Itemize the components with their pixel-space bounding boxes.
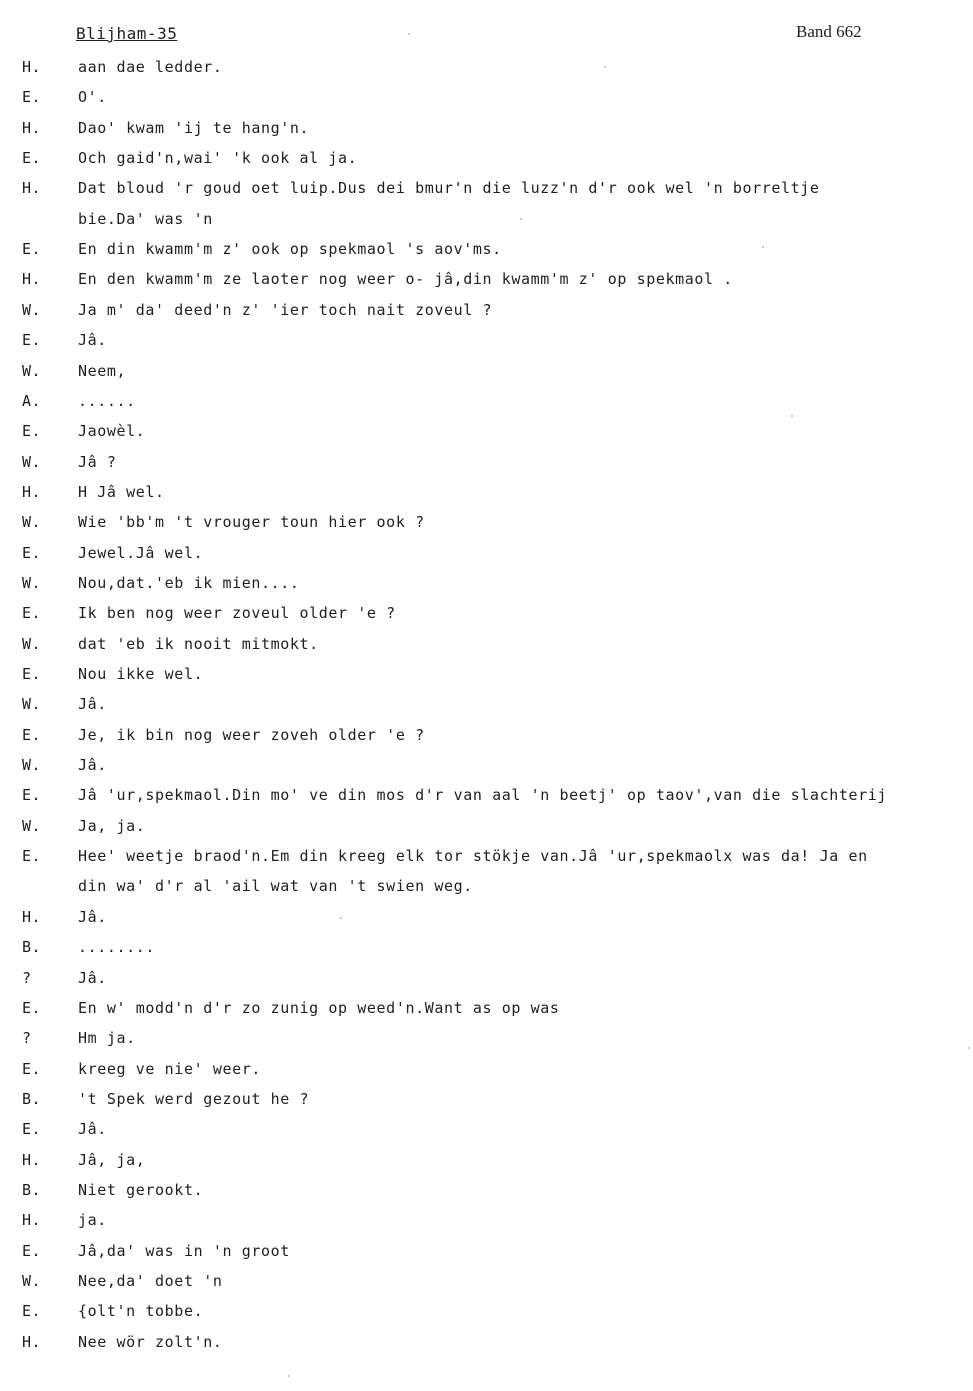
utterance-text: Dat bloud 'r goud oet luip.Dus dei bmur'n die luzz'n d'r ook wel 'n borreltje — [78, 179, 820, 197]
transcript-line — [0, 726, 973, 750]
transcript-line — [0, 453, 973, 477]
speaker-label: W. — [22, 756, 42, 774]
speaker-label: A. — [22, 392, 42, 410]
utterance-text: Jâ, ja, — [78, 1151, 146, 1169]
utterance-text: Neem, — [78, 362, 127, 380]
paper-speck — [288, 1375, 290, 1377]
transcript-line — [0, 1181, 973, 1205]
speaker-label: H. — [22, 119, 42, 137]
transcript-line — [0, 604, 973, 628]
speaker-label: W. — [22, 453, 42, 471]
transcript-line — [0, 574, 973, 598]
utterance-text: Jâ. — [78, 969, 107, 987]
utterance-text: aan dae ledder. — [78, 58, 223, 76]
transcript-line — [0, 847, 973, 871]
speaker-label: W. — [22, 574, 42, 592]
utterance-text: 't Spek werd gezout he ? — [78, 1090, 310, 1108]
transcript-line — [0, 544, 973, 568]
transcript-line — [0, 149, 973, 173]
utterance-text: din wa' d'r al 'ail wat van 't swien weg. — [78, 877, 473, 895]
speaker-label: E. — [22, 847, 42, 865]
utterance-text: ........ — [78, 938, 156, 956]
speaker-label: B. — [22, 938, 42, 956]
transcript-line — [0, 119, 973, 143]
transcript-line — [0, 301, 973, 325]
transcript-line — [0, 635, 973, 659]
speaker-label: E. — [22, 726, 42, 744]
utterance-text: Jâ. — [78, 908, 107, 926]
speaker-label: E. — [22, 240, 42, 258]
utterance-text: O'. — [78, 88, 107, 106]
paper-speck — [408, 33, 410, 35]
speaker-label: W. — [22, 635, 42, 653]
speaker-label: W. — [22, 513, 42, 531]
utterance-text: Nou,dat.'eb ik mien.... — [78, 574, 300, 592]
utterance-text: Jâ,da' was in 'n groot — [78, 1242, 290, 1260]
utterance-text: Jaowèl. — [78, 422, 146, 440]
speaker-label: W. — [22, 695, 42, 713]
speaker-label: B. — [22, 1181, 42, 1199]
paper-speck — [340, 917, 342, 919]
transcript-line — [0, 392, 973, 416]
speaker-label: E. — [22, 88, 42, 106]
transcript-line — [0, 695, 973, 719]
speaker-label: E. — [22, 665, 42, 683]
utterance-text: Jewel.Jâ wel. — [78, 544, 204, 562]
speaker-label: E. — [22, 1060, 42, 1078]
utterance-text: Ja m' da' deed'n z' 'ier toch nait zoveul ? — [78, 301, 493, 319]
speaker-label: H. — [22, 179, 42, 197]
utterance-text: Je, ik bin nog weer zoveh older 'e ? — [78, 726, 425, 744]
paper-speck — [604, 66, 606, 68]
transcript-line — [0, 1029, 973, 1053]
transcript-line — [0, 513, 973, 537]
utterance-text: Nou ikke wel. — [78, 665, 204, 683]
utterance-text: Och gaid'n,wai' 'k ook al ja. — [78, 149, 358, 167]
transcript-line — [0, 58, 973, 82]
utterance-text: Dao' kwam 'ij te hang'n. — [78, 119, 310, 137]
speaker-label: E. — [22, 544, 42, 562]
transcript-line — [0, 665, 973, 689]
paper-speck — [791, 415, 793, 417]
speaker-label: E. — [22, 422, 42, 440]
transcript-line — [0, 1272, 973, 1296]
transcript-line — [0, 1151, 973, 1175]
transcript-line — [0, 240, 973, 264]
speaker-label: H. — [22, 1151, 42, 1169]
speaker-label: W. — [22, 817, 42, 835]
transcript-line — [0, 210, 973, 234]
speaker-label: W. — [22, 362, 42, 380]
utterance-text: Jâ. — [78, 331, 107, 349]
transcript-line — [0, 88, 973, 112]
utterance-text: Ja, ja. — [78, 817, 146, 835]
speaker-label: H. — [22, 908, 42, 926]
transcript-line — [0, 331, 973, 355]
utterance-text: Jâ. — [78, 1120, 107, 1138]
utterance-text: Nee,da' doet 'n — [78, 1272, 223, 1290]
utterance-text: Niet gerookt. — [78, 1181, 204, 1199]
band-number: Band 662 — [796, 22, 862, 41]
utterance-text: kreeg ve nie' weer. — [78, 1060, 261, 1078]
transcript-line — [0, 362, 973, 386]
speaker-label: ? — [22, 969, 32, 987]
speaker-label: ? — [22, 1029, 32, 1047]
speaker-label: W. — [22, 1272, 42, 1290]
transcript-line — [0, 969, 973, 993]
utterance-text: Hee' weetje braod'n.Em din kreeg elk tor stökje van.Jâ 'ur,spekmaolx was da! Ja en — [78, 847, 868, 865]
speaker-label: E. — [22, 999, 42, 1017]
speaker-label: E. — [22, 1242, 42, 1260]
utterance-text: Hm ja. — [78, 1029, 136, 1047]
document-title: Blijham-35 — [76, 24, 178, 43]
utterance-text: H Jâ wel. — [78, 483, 165, 501]
utterance-text: Wie 'bb'm 't vrouger toun hier ook ? — [78, 513, 425, 531]
utterance-text: Jâ 'ur,spekmaol.Din mo' ve din mos d'r van aal 'n beetj' op taov',van die slachterij — [78, 786, 887, 804]
speaker-label: E. — [22, 604, 42, 622]
transcript-line — [0, 1090, 973, 1114]
utterance-text: ja. — [78, 1211, 107, 1229]
speaker-label: E. — [22, 331, 42, 349]
transcript-line — [0, 1302, 973, 1326]
transcript-line — [0, 422, 973, 446]
speaker-label: E. — [22, 149, 42, 167]
utterance-text: Ik ben nog weer zoveul older 'e ? — [78, 604, 396, 622]
utterance-text: En din kwamm'm z' ook op spekmaol 's aov'ms. — [78, 240, 502, 258]
transcript-line — [0, 1333, 973, 1357]
transcript-line — [0, 999, 973, 1023]
utterance-text: Nee wör zolt'n. — [78, 1333, 223, 1351]
utterance-text: {olt'n tobbe. — [78, 1302, 204, 1320]
speaker-label: B. — [22, 1090, 42, 1108]
speaker-label: E. — [22, 1302, 42, 1320]
utterance-text: bie.Da' was 'n — [78, 210, 213, 228]
transcript-line — [0, 1211, 973, 1235]
utterance-text: Jâ. — [78, 756, 107, 774]
transcript-line — [0, 483, 973, 507]
utterance-text: En den kwamm'm ze laoter nog weer o- jâ,din kwamm'm z' op spekmaol . — [78, 270, 733, 288]
utterance-text: Jâ ? — [78, 453, 117, 471]
speaker-label: H. — [22, 270, 42, 288]
transcript-line — [0, 817, 973, 841]
transcript-line — [0, 786, 973, 810]
transcript-line — [0, 179, 973, 203]
paper-speck — [520, 218, 522, 220]
transcript-line — [0, 877, 973, 901]
speaker-label: H. — [22, 1211, 42, 1229]
transcript-line — [0, 1242, 973, 1266]
transcript-line — [0, 938, 973, 962]
transcript-line — [0, 908, 973, 932]
transcript-line — [0, 1120, 973, 1144]
paper-speck — [968, 1047, 970, 1049]
speaker-label: H. — [22, 483, 42, 501]
paper-speck — [762, 246, 764, 248]
transcript-line — [0, 756, 973, 780]
utterance-text: ...... — [78, 392, 136, 410]
transcript-line — [0, 1060, 973, 1084]
speaker-label: H. — [22, 1333, 42, 1351]
speaker-label: W. — [22, 301, 42, 319]
transcript-line — [0, 270, 973, 294]
speaker-label: E. — [22, 786, 42, 804]
utterance-text: Jâ. — [78, 695, 107, 713]
utterance-text: dat 'eb ik nooit mitmokt. — [78, 635, 319, 653]
speaker-label: H. — [22, 58, 42, 76]
utterance-text: En w' modd'n d'r zo zunig op weed'n.Want as op was — [78, 999, 560, 1017]
speaker-label: E. — [22, 1120, 42, 1138]
